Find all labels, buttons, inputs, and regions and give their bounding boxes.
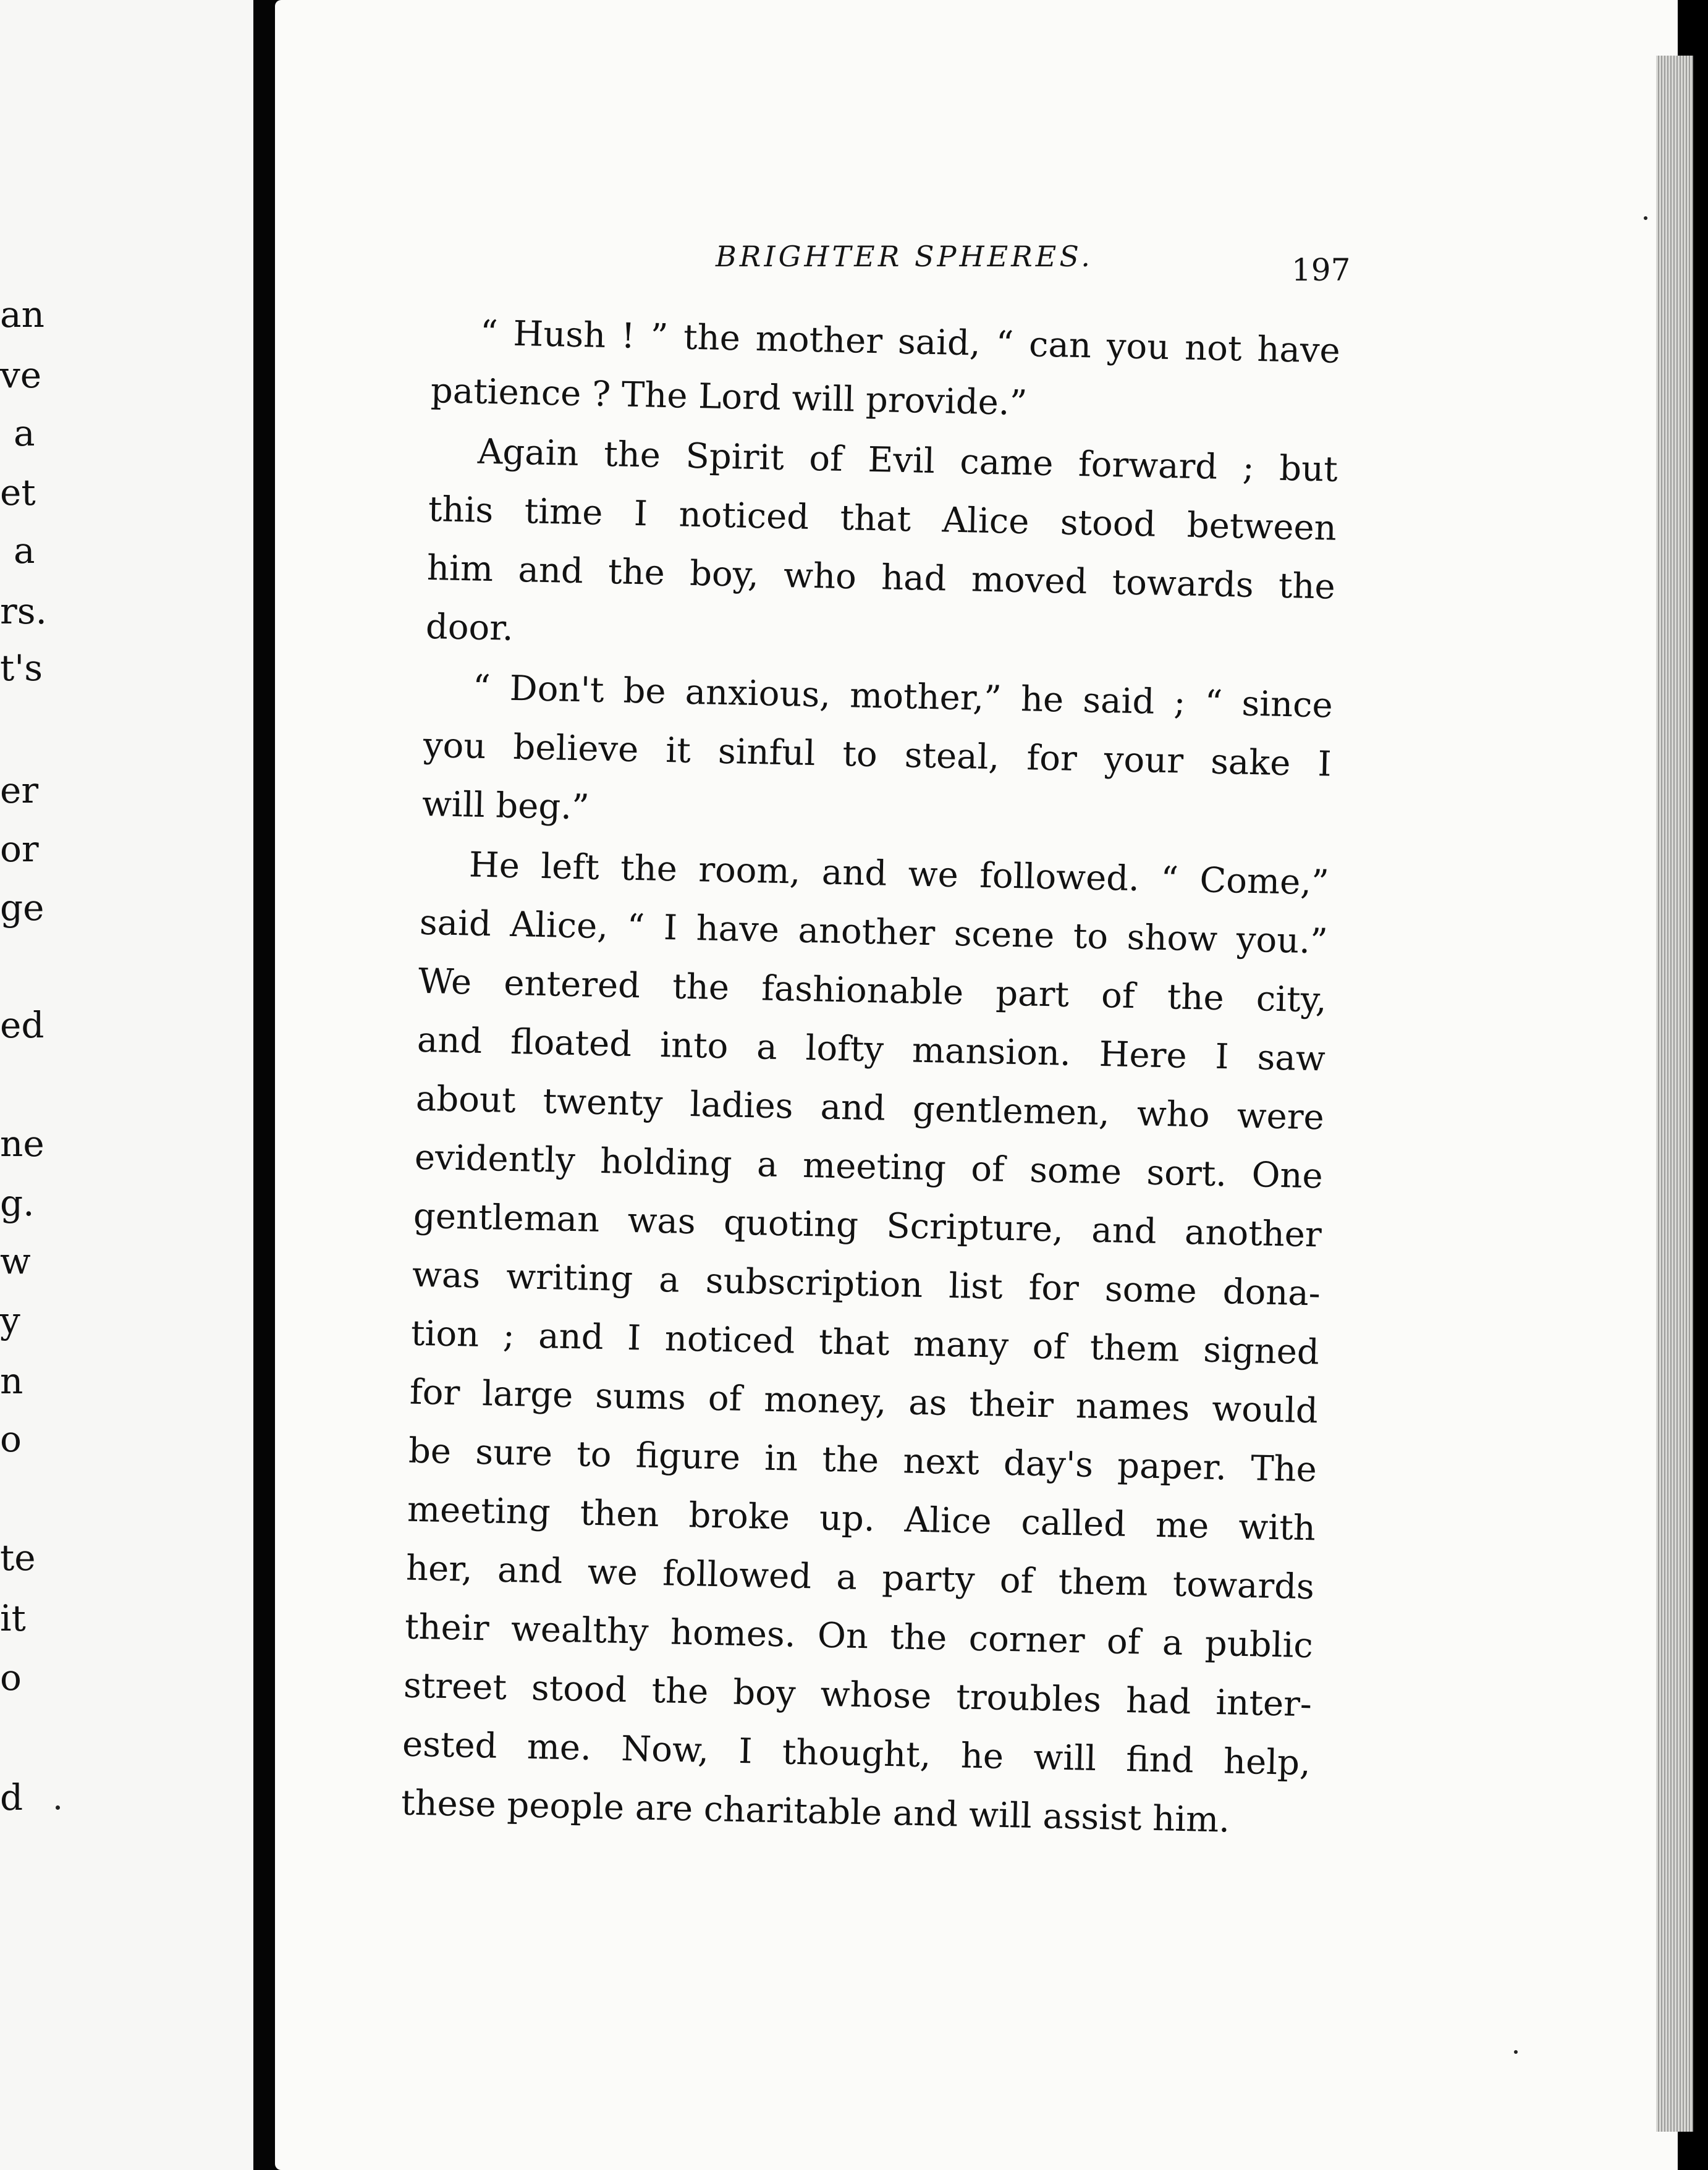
left-page-fragment: a xyxy=(14,530,35,572)
paragraph xyxy=(400,835,1329,1851)
text-line: “ Hush ! ” the mother said, “ can you not have xyxy=(480,313,1341,371)
left-page-fragment: ed xyxy=(0,1004,44,1046)
left-page-fragment: it xyxy=(0,1597,26,1639)
text-line: ested me. Now, I thought, he will find help, xyxy=(402,1724,1311,1784)
text-line: Again the Spirit of Evil came forward ; but xyxy=(477,431,1338,490)
text-line: and floated into a lofty mansion. Here I saw xyxy=(416,1020,1326,1079)
text-line: “ Don't be anxious, mother,” he said ; “ since xyxy=(472,667,1334,726)
text-line: We entered the fashionable part of the city, xyxy=(418,961,1327,1021)
text-line: about twenty ladies and gentlemen, who were xyxy=(415,1078,1325,1138)
paragraph xyxy=(430,303,1341,439)
left-page-fragment: te xyxy=(0,1537,36,1579)
left-page-fragment: o xyxy=(0,1657,22,1699)
text-line: their wealthy homes. On the corner of a public xyxy=(404,1606,1314,1666)
left-page-fragment: y xyxy=(0,1299,20,1341)
book-gutter xyxy=(253,0,278,2170)
text-line: door. xyxy=(425,606,514,649)
text-line: He left the room, and we followed. “ Come,” xyxy=(468,845,1330,903)
body-text xyxy=(400,303,1341,1852)
left-page-fragment: w xyxy=(0,1240,31,1282)
left-page-fragment: et xyxy=(0,471,36,513)
left-page-fragment: ve xyxy=(0,354,42,396)
left-page-fragment: d xyxy=(0,1776,23,1818)
paragraph xyxy=(425,421,1338,675)
text-line: for large sums of money, as their names would xyxy=(409,1372,1319,1432)
text-line: tion ; and I noticed that many of them signed xyxy=(410,1313,1320,1373)
text-line: be sure to figure in the next day's paper. The xyxy=(408,1430,1317,1490)
text-line: said Alice, “ I have another scene to show you.” xyxy=(419,902,1329,962)
text-line: gentleman was quoting Scripture, and another xyxy=(413,1196,1322,1256)
paper-speck xyxy=(1514,2050,1518,2054)
paper-speck xyxy=(1644,216,1647,220)
text-line: her, and we followed a party of them towards xyxy=(405,1548,1315,1608)
left-page-fragment: a xyxy=(14,412,35,454)
left-page-fragment: g. xyxy=(0,1182,35,1224)
left-page-fragment: ne xyxy=(0,1123,44,1165)
text-line: was writing a subscription list for some dona- xyxy=(412,1254,1321,1314)
paper-speck xyxy=(56,1805,60,1810)
text-line: meeting then broke up. Alice called me with xyxy=(407,1489,1316,1549)
text-line: will beg.” xyxy=(421,783,590,828)
left-page-fragment: rs. xyxy=(0,590,47,632)
left-page-text-fragments xyxy=(0,0,253,2170)
running-title: BRIGHTER SPHERES. xyxy=(716,240,1093,273)
left-page-fragment: or xyxy=(0,828,39,870)
left-page-fragment: ge xyxy=(0,887,44,929)
text-line: evidently holding a meeting of some sort. One xyxy=(414,1137,1324,1197)
page-number: 197 xyxy=(1292,252,1351,288)
text-line: this time I noticed that Alice stood between xyxy=(428,489,1337,549)
left-page-fragment: o xyxy=(0,1418,22,1460)
text-line: you believe it sinful to steal, for your sake I xyxy=(423,725,1332,785)
text-line: him and the boy, who had moved towards the xyxy=(426,547,1336,607)
left-facing-page xyxy=(0,0,253,2170)
text-line: street stood the boy whose troubles had inter- xyxy=(403,1665,1313,1725)
text-line: these people are charitable and will assist him. xyxy=(400,1783,1230,1841)
paragraph xyxy=(421,657,1334,853)
page-edges xyxy=(1656,56,1693,2132)
left-page-fragment: t's xyxy=(0,647,43,689)
left-page-fragment: er xyxy=(0,769,39,811)
left-page-fragment: an xyxy=(0,293,44,336)
left-page-fragment: n xyxy=(0,1360,23,1402)
text-line: patience ? The Lord will provide.” xyxy=(430,370,1028,424)
